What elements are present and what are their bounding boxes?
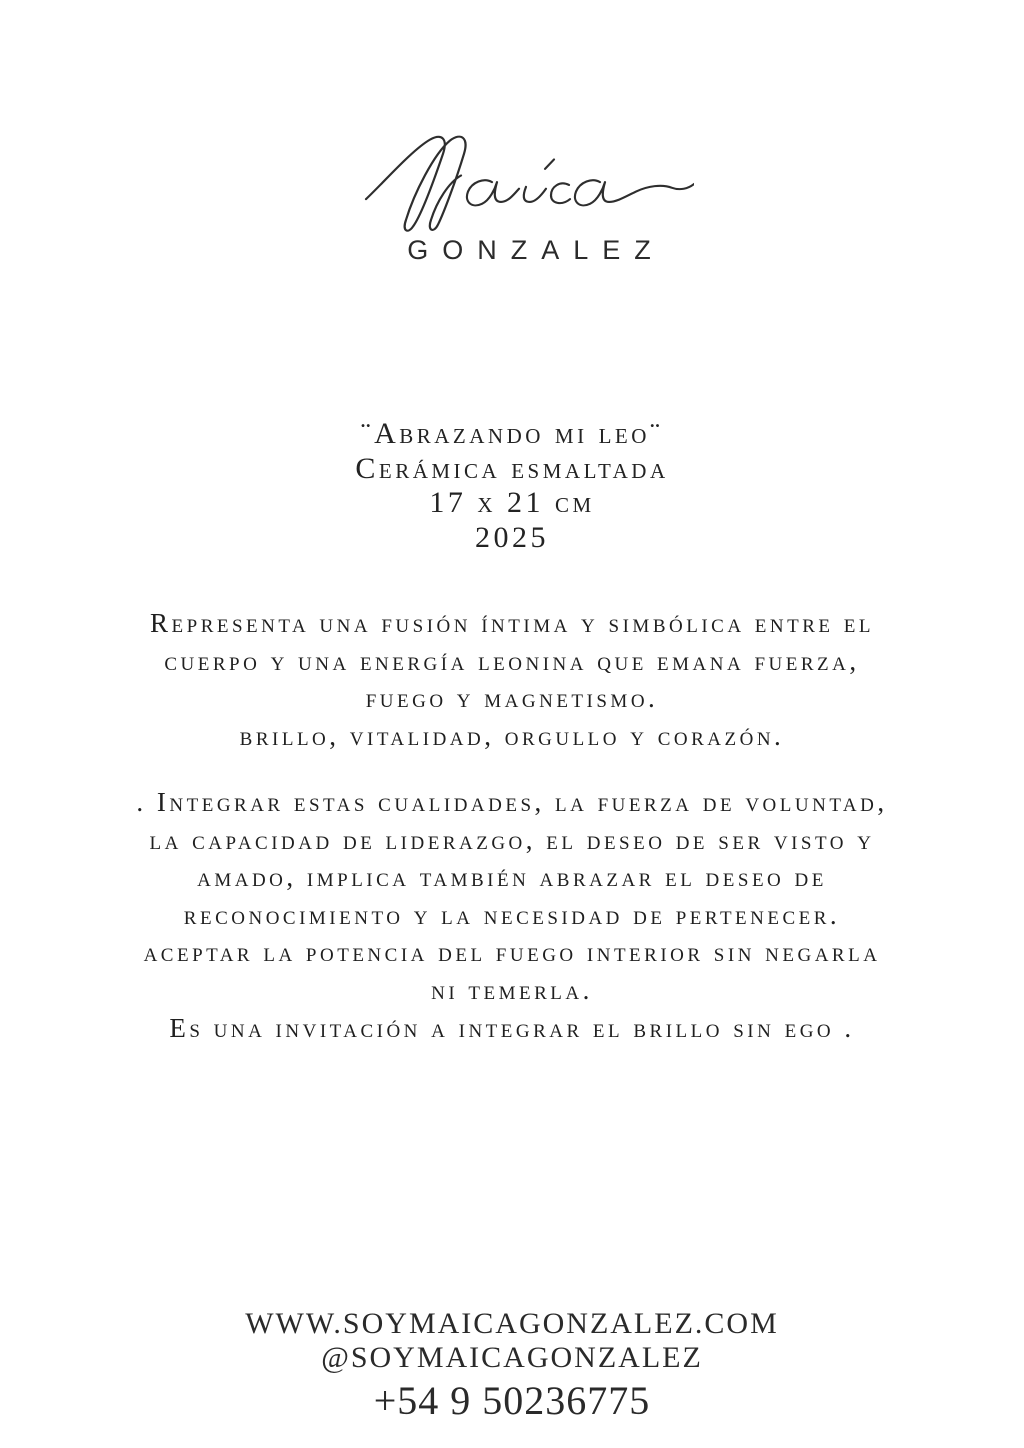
contact-footer	[0, 1307, 1024, 1423]
description-line: la capacidad de liderazgo, el deseo de ser visto y	[149, 824, 875, 855]
description-line: brillo, vitalidad, orgullo y corazón.	[239, 720, 785, 751]
artwork-year: 2025	[475, 520, 549, 554]
description-line: . Integrar estas cualidades, la fuerza de voluntad,	[136, 787, 888, 817]
instagram-handle: @SOYMAICAGONZALEZ	[321, 1341, 703, 1374]
description-line: Es una invitación a integrar el brillo sin ego .	[169, 1012, 855, 1043]
maica-signature-logo	[364, 133, 694, 235]
description-line: Representa una fusión íntima y simbólica entre el	[150, 608, 874, 638]
signature-script-icon	[364, 133, 694, 235]
brand-surname: GONZALEZ	[407, 235, 665, 265]
artwork-title: ¨Abrazando mi leo¨	[360, 417, 664, 450]
description-paragraph-1	[32, 605, 992, 755]
description-line: cuerpo y una energía leonina que emana fuerza,	[164, 645, 860, 676]
description-line: amado, implica también abrazar el deseo de	[197, 862, 827, 893]
description-line: reconocimiento y la necesidad de pertenecer.	[183, 899, 841, 930]
website-url: WWW.SOYMAICAGONZALEZ.COM	[245, 1307, 779, 1340]
description-line: ni temerla.	[431, 974, 593, 1005]
description-line: fuego y magnetismo.	[365, 683, 659, 714]
phone-number: +54 9 50236775	[373, 1378, 651, 1423]
description-paragraph-2	[32, 784, 992, 1047]
description-line: aceptar la potencia del fuego interior sin negarla	[143, 937, 881, 968]
artwork-info-block	[0, 417, 1024, 555]
artwork-dimensions: 17 x 21 cm	[429, 486, 595, 519]
artwork-technique: Cerámica esmaltada	[355, 451, 669, 485]
